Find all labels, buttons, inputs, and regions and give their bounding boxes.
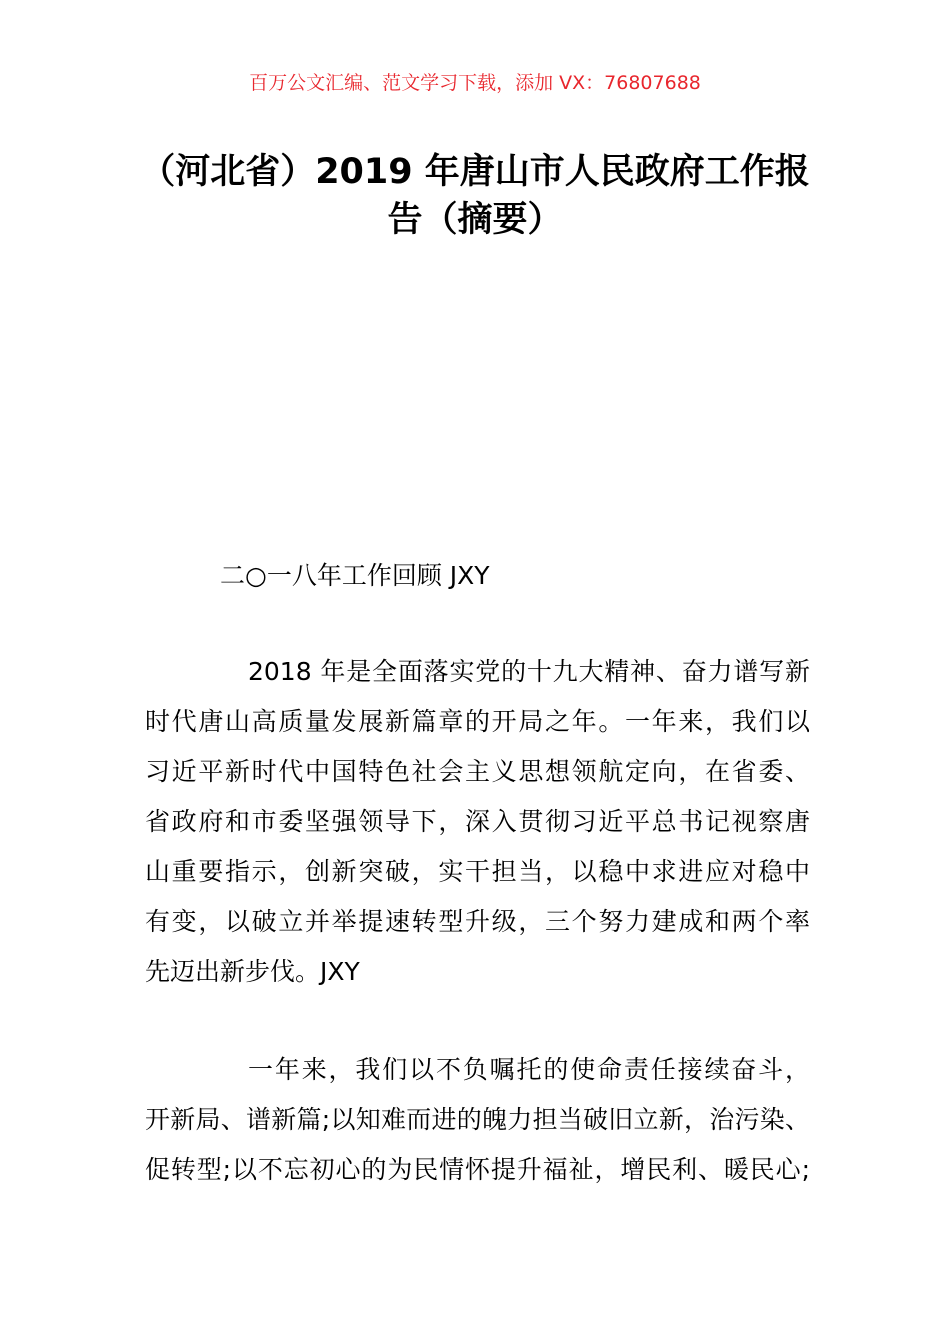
paragraph-line: 省政府和市委坚强领导下，深入贯彻习近平总书记视察唐 [145,807,810,836]
paragraph-line: 开新局、谱新篇;以知难而进的魄力担当破旧立新，治污染、 [145,1105,810,1134]
paragraph-line: 一年来，我们以不负嘱托的使命责任接续奋斗， [248,1055,810,1084]
title-line: （河北省）2019 年唐山市人民政府工作报 [140,152,810,192]
section-heading: 二○一八年工作回顾 JXY [220,561,490,590]
document-title [0,148,950,244]
paragraph-line: 有变，以破立并举提速转型升级，三个努力建成和两个率 [145,907,810,936]
paragraph-line: 2018 年是全面落实党的十九大精神、奋力谱写新 [248,657,810,686]
paragraph [145,1045,810,1195]
title-line: 告（摘要） [387,200,563,240]
watermark-banner: 百万公文汇编、范文学习下载，添加 VX：76807688 [249,72,701,94]
paragraph [145,647,810,997]
paragraph-line: 先迈出新步伐。JXY [145,957,360,986]
paragraph-line: 促转型;以不忘初心的为民情怀提升福祉，增民利、暖民心; [145,1155,810,1184]
paragraph-line: 习近平新时代中国特色社会主义思想领航定向，在省委、 [145,757,810,786]
paragraph-line: 山重要指示，创新突破，实干担当，以稳中求进应对稳中 [145,857,810,886]
paragraph-line: 时代唐山高质量发展新篇章的开局之年。一年来，我们以 [145,707,810,736]
